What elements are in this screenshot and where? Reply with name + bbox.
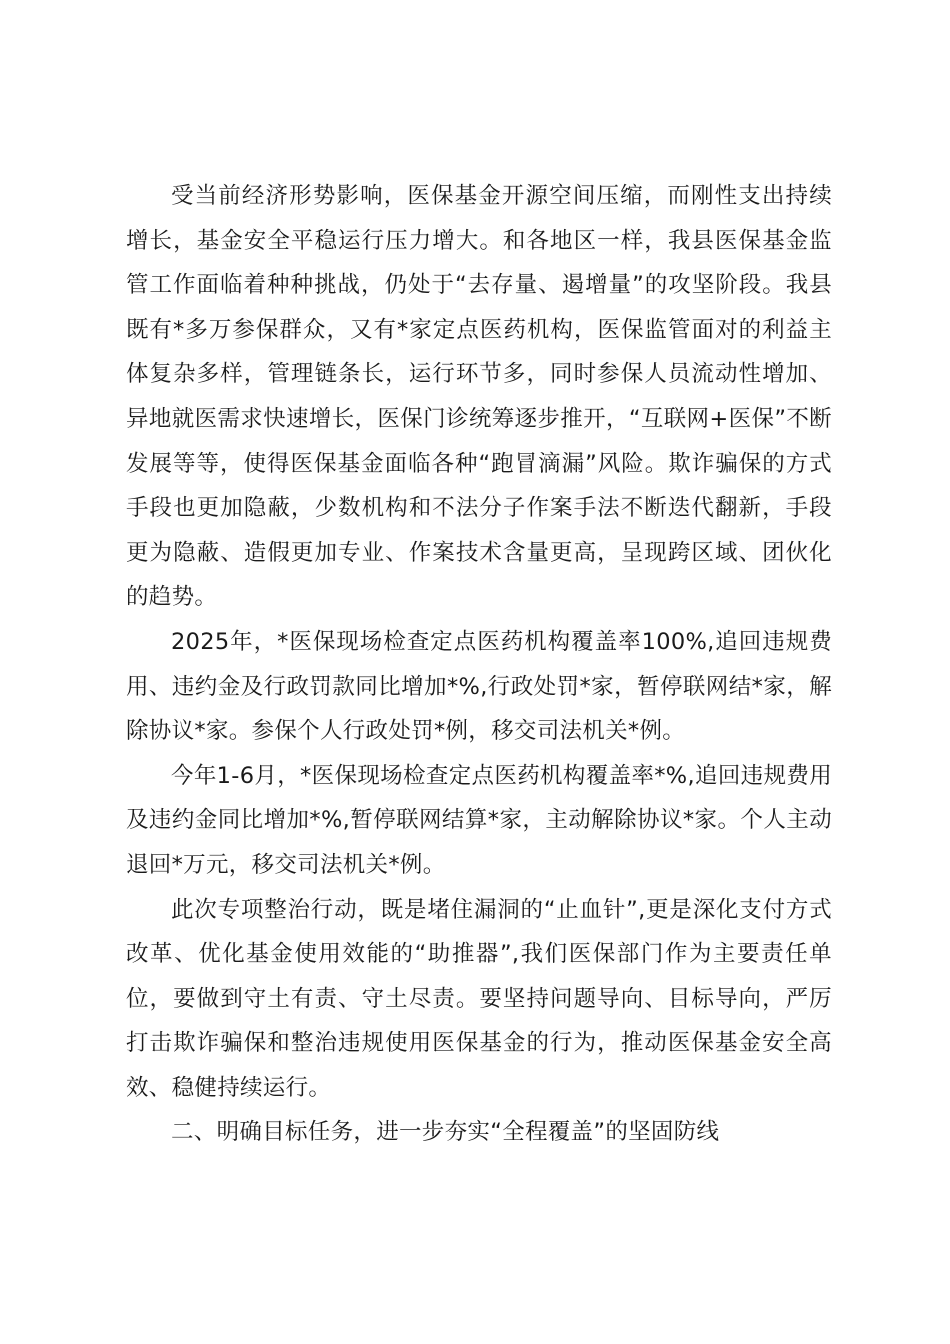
paragraph-situation: 受当前经济形势影响，医保基金开源空间压缩，而刚性支出持续增长，基金安全平稳运行压力增大。和各地区一样，我县医保基金监管工作面临着种种挑战，仍处于“去存量、遏增量”的攻坚阶段。我县既有*多万参保群众，又有*家定点医药机构，医保监管面对的利益主体复杂多样，管理链条长，运行环节多，同时参保人员流动性增加、异地就医需求快速增长，医保门诊统筹逐步推开，“互联网+医保”不断发展等等，使得医保基金面临各种“跑冒滴漏”风险。欺诈骗保的方式手段也更加隐蔽，少数机构和不法分子作案手法不断迭代翻新，手段更为隐蔽、造假更加专业、作案技术含量更高，呈现跨区域、团伙化的趋势。 bbox=[126, 183, 832, 611]
paragraph-2025-results: 2025年，*医保现场检查定点医药机构覆盖率100%,追回违规费用、违约金及行政罚款同比增加*%,行政处罚*家，暂停联网结*家，解除协议*家。参保个人行政处罚*例，移交司法机关*例。 bbox=[126, 628, 832, 745]
paragraph-h1-results: 今年1-6月，*医保现场检查定点医药机构覆盖率*%,追回违规费用及违约金同比增加*%,暂停联网结算*家，主动解除协议*家。个人主动退回*万元，移交司法机关*例。 bbox=[126, 762, 832, 878]
section-heading: 二、明确目标任务，进一步夯实“全程覆盖”的坚固防线 bbox=[171, 1119, 720, 1146]
paragraph-campaign-purpose: 此次专项整治行动，既是堵住漏洞的“止血针”,更是深化支付方式改革、优化基金使用效能的“助推器”,我们医保部门作为主要责任单位，要做到守土有责、守土尽责。要坚持问题导向、目标导向，严厉打击欺诈骗保和整治违规使用医保基金的行为，推动医保基金安全高效、稳健持续运行。 bbox=[126, 896, 832, 1101]
document-body bbox=[126, 174, 832, 1155]
